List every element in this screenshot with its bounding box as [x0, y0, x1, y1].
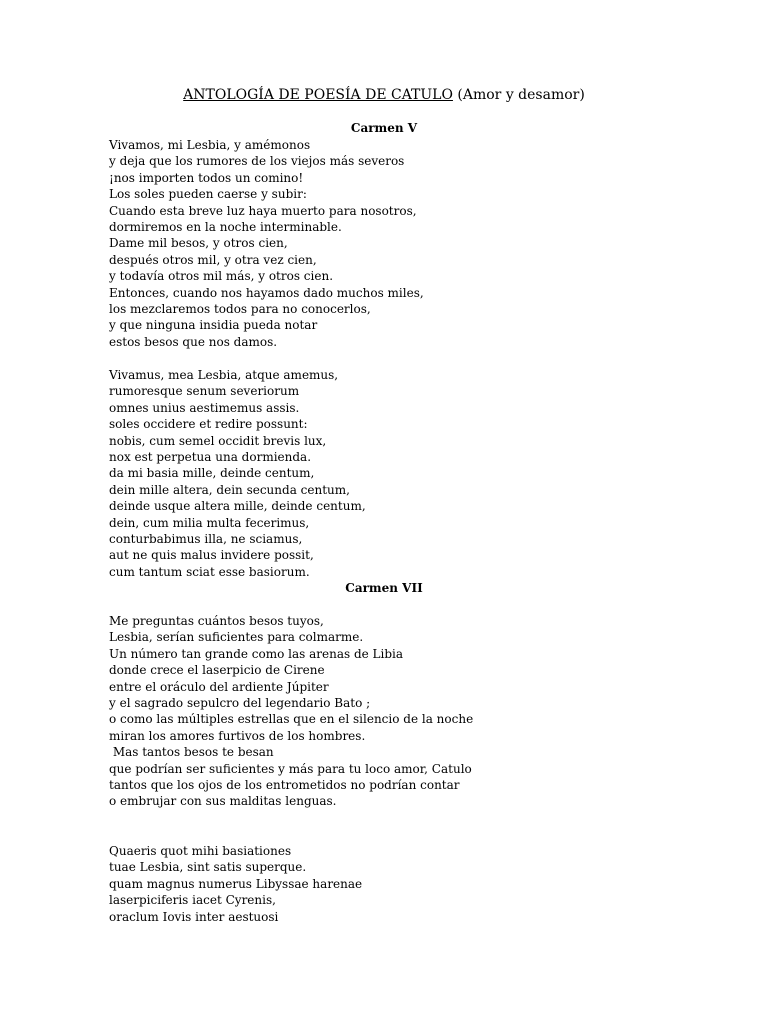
verse-line: deinde usque altera mille, deinde centum, [109, 499, 366, 514]
verse-line: Cuando esta breve luz haya muerto para nosotros, [109, 203, 417, 218]
verse-line: Mas tantos besos te besan [109, 745, 274, 760]
verse-line: tantos que los ojos de los entrometidos no podrían contar [109, 777, 460, 792]
carmen-v-spanish-stanza [109, 137, 729, 350]
verse-line: y que ninguna insidia pueda notar [109, 318, 318, 333]
verse-line: dein, cum milia multa fecerimus, [109, 515, 310, 530]
verse-line: los mezclaremos todos para no conocerlos, [109, 301, 371, 316]
verse-line: nobis, cum semel occidit brevis lux, [109, 433, 327, 448]
carmen-v-latin-stanza [109, 367, 729, 580]
verse-line: dormiremos en la noche interminable. [109, 219, 342, 234]
verse-line: Vivamus, mea Lesbia, atque amemus, [109, 368, 339, 382]
verse-line: donde crece el laserpicio de Cirene [109, 663, 325, 678]
verse-line: Los soles pueden caerse y subir: [109, 187, 307, 202]
verse-line: miran los amores furtivos de los hombres. [109, 728, 366, 743]
verse-line: Quaeris quot mihi basiationes [109, 844, 292, 858]
verse-line: Entonces, cuando nos hayamos dado muchos miles, [109, 285, 424, 300]
verse-line: entre el oráculo del ardiente Júpiter [109, 679, 329, 694]
verse-line: cum tantum sciat esse basiorum. [109, 564, 310, 579]
verse-line: laserpiciferis iacet Cyrenis, [109, 893, 276, 908]
verse-line: que podrían ser suficientes y más para tu loco amor, Catulo [109, 761, 472, 776]
verse-line: omnes unius aestimemus assis. [109, 400, 300, 415]
verse-line: nox est perpetua una dormienda. [109, 449, 312, 464]
verse-line: quam magnus numerus Libyssae harenae [109, 876, 363, 891]
verse-line: rumoresque senum severiorum [109, 384, 300, 399]
poem-heading-carmen-v: Carmen V [350, 121, 418, 135]
verse-line: dein mille altera, dein secunda centum, [109, 482, 350, 497]
verse-line: conturbabimus illa, ne sciamus, [109, 531, 303, 546]
verse-line: estos besos que nos damos. [109, 334, 278, 349]
verse-line: tuae Lesbia, sint satis superque. [109, 860, 307, 875]
verse-line: o embrujar con sus malditas lenguas. [109, 794, 337, 809]
carmen-vii-latin-stanza [109, 843, 729, 925]
verse-line: después otros mil, y otra vez cien, [109, 252, 317, 267]
verse-line: Dame mil besos, y otros cien, [109, 236, 288, 251]
verse-line: oraclum Iovis inter aestuosi [109, 909, 279, 924]
verse-line: aut ne quis malus invidere possit, [109, 548, 314, 563]
verse-line: Vivamos, mi Lesbia, y amémonos [109, 138, 311, 152]
verse-line: Me preguntas cuántos besos tuyos, [109, 614, 324, 628]
verse-line: da mi basia mille, deinde centum, [109, 466, 315, 481]
verse-line: o como las múltiples estrellas que en el silencio de la noche [109, 712, 474, 727]
poem-heading-carmen-vii: Carmen VII [345, 581, 423, 595]
verse-line: ¡nos importen todos un comino! [109, 170, 304, 185]
verse-line: y todavía otros mil más, y otros cien. [109, 269, 334, 284]
verse-line: y deja que los rumores de los viejos más severos [109, 154, 405, 169]
verse-line: y el sagrado sepulcro del legendario Bato ; [109, 695, 371, 710]
verse-line: Lesbia, serían suficientes para colmarme. [109, 630, 364, 645]
carmen-vii-spanish-stanza [109, 613, 729, 810]
document-title [0, 86, 768, 104]
title-subtitle: (Amor y desamor) [457, 87, 585, 103]
title-main: ANTOLOGÍA DE POESÍA DE CATULO [183, 87, 453, 103]
verse-line: Un número tan grande como las arenas de Libia [109, 646, 404, 661]
verse-line: soles occidere et redire possunt: [109, 417, 308, 432]
